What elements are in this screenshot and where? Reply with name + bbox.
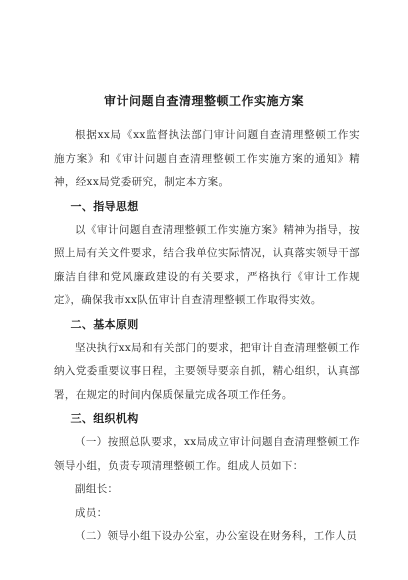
section-heading-basic-principles: 二、基本原则 [70, 317, 139, 331]
members-line: 成员： [75, 506, 108, 519]
section-3-paragraph-2: （二）领导小组下设办公室，办公室设在财务科，工作人员 [75, 530, 358, 542]
section-1-paragraph: 以《审计问题自查清理整顿工作实施方案》精神为指导，按照上局有关文件要求，结合我单位实际情况，认真落实领导干部廉洁自律和党风廉政建设的有关要求，严格执行《审计工作规定》，确保我市xx队伍审计自查清理整顿工作取得实效。 [54, 223, 360, 306]
deputy-leader-line: 副组长： [75, 483, 119, 495]
section-heading-organization: 三、组织机构 [70, 412, 139, 425]
document-body [54, 124, 360, 549]
section-2-paragraph: 坚决执行xx局和有关部门的要求，把审计自查清理整顿工作纳入党委重要议事日程，主要领导要亲自抓，精心组织，认真部署，在规定的时间内保质保量完成各项工作任务。 [54, 341, 360, 401]
document-title: 审计问题自查清理整顿工作实施方案 [103, 94, 304, 108]
section-3-paragraph-1: （一）按照总队要求，xx局成立审计问题自查清理整顿工作领导小组，负责专项清理整顿工作。组成人员如下： [54, 436, 360, 472]
section-heading-guiding-ideology: 一、指导思想 [70, 199, 139, 213]
intro-paragraph: 根据xx局《xx监督执法部门审计问题自查清理整顿工作实施方案》和《审计问题自查清理整顿工作实施方案的通知》精神，经xx局党委研究，制定本方案。 [54, 129, 360, 188]
